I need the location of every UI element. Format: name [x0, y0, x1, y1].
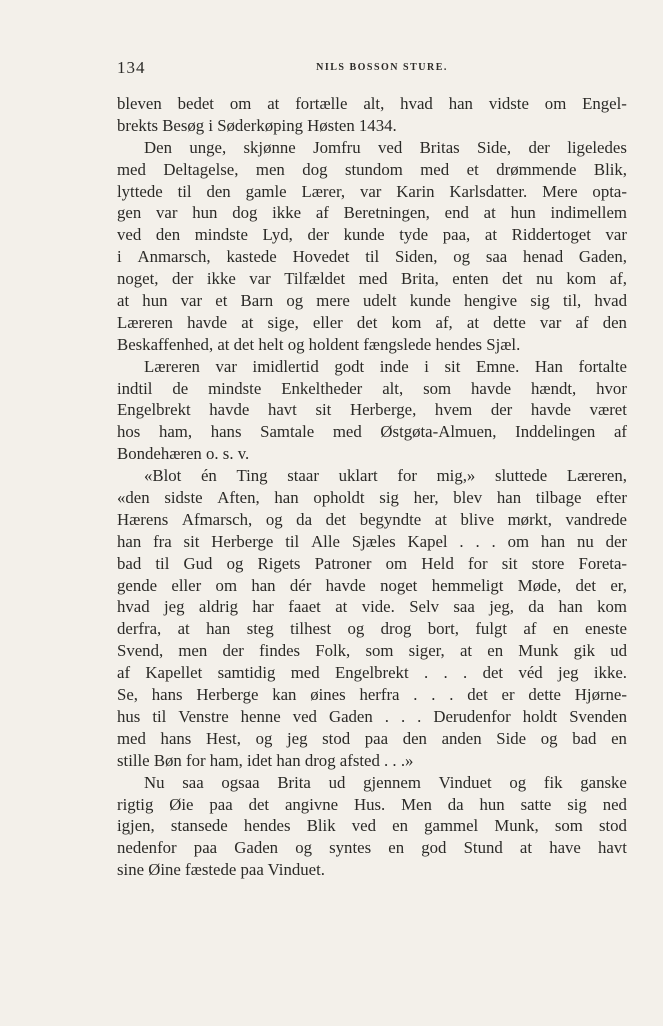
running-title: NILS BOSSON STURE.	[316, 62, 448, 73]
text-line: Læreren havde at sige, eller det kom af, at dette var af den	[117, 312, 627, 332]
text-line: med hans Hest, og jeg stod paa den anden Side og bad en	[117, 728, 627, 748]
body-text	[117, 93, 627, 881]
text-line: bleven bedet om at fortælle alt, hvad han vidste om Engel-	[117, 94, 627, 113]
text-line: i Anmarsch, kastede Hovedet til Siden, og saa henad Gaden,	[117, 247, 627, 267]
text-line: Nu saa ogsaa Brita ud gjennem Vinduet og fik ganske	[144, 772, 627, 792]
text-line: sine Øine fæstede paa Vinduet.	[117, 860, 325, 880]
text-line: «Blot én Ting staar uklart for mig,» sluttede Læreren,	[144, 466, 627, 486]
text-line: Svend, men der findes Folk, som siger, at en Munk gik ud	[117, 641, 627, 661]
page-number: 134	[117, 58, 146, 77]
page-header	[117, 58, 627, 80]
text-line: Bondehæren o. s. v.	[117, 444, 250, 464]
text-line: hvad jeg aldrig har faaet at vide. Selv saa jeg, da han kom	[117, 597, 627, 617]
text-line: brekts Besøg i Søderkøping Høsten 1434.	[117, 115, 397, 135]
text-line: noget, der ikke var Tilfældet med Brita, enten det nu kom af,	[117, 269, 627, 289]
text-line: at hun var et Barn og mere udelt kunde hengive sig til, hvad	[117, 291, 627, 311]
text-line: af Kapellet samtidig med Engelbrekt . . . det véd jeg ikke.	[117, 663, 627, 683]
text-line: indtil de mindste Enkeltheder alt, som havde hændt, hvor	[117, 378, 627, 398]
text-line: derfra, at han steg tilhest og drog bort, fulgt af en eneste	[117, 619, 627, 639]
text-line: med Deltagelse, men dog stundom med et drømmende Blik,	[117, 159, 627, 179]
text-line: «den sidste Aften, han opholdt sig her, blev han tilbage efter	[117, 488, 627, 508]
text-line: hos ham, hans Samtale med Østgøta-Almuen, Inddelingen af	[117, 422, 627, 442]
text-line: bad til Gud og Rigets Patroner om Held for sit store Foreta-	[117, 553, 627, 573]
text-line: lyttede til den gamle Lærer, var Karin Karlsdatter. Mere opta-	[117, 181, 627, 201]
text-line: hus til Venstre henne ved Gaden . . . Derudenfor holdt Svenden	[117, 706, 627, 726]
text-line: Den unge, skjønne Jomfru ved Britas Side, der ligeledes	[144, 137, 627, 157]
text-line: Læreren var imidlertid godt inde i sit Emne. Han fortalte	[144, 356, 627, 376]
text-line: Beskaffenhed, at det helt og holdent fængslede hendes Sjæl.	[117, 334, 521, 354]
text-line: Engelbrekt havde havt sit Herberge, hvem der havde været	[117, 400, 627, 420]
text-line: ved den mindste Lyd, der kunde tyde paa, at Riddertoget var	[117, 225, 627, 245]
text-line: han fra sit Herberge til Alle Sjæles Kapel . . . om han nu der	[117, 531, 627, 551]
text-line: gende eller om han dér havde noget hemmeligt Møde, det er,	[117, 575, 627, 595]
text-line: nedenfor paa Gaden og syntes en god Stund at have havt	[117, 838, 627, 858]
text-line: igjen, stansede hendes Blik ved en gammel Munk, som stod	[117, 816, 627, 836]
text-line: gen var hun dog ikke af Beretningen, end at hun indimellem	[117, 203, 627, 223]
text-line: Se, hans Herberge kan øines herfra . . . det er dette Hjørne-	[117, 685, 627, 705]
text-line: Hærens Afmarsch, og da det begyndte at blive mørkt, vandrede	[117, 509, 627, 529]
text-line: rigtig Øie paa det angivne Hus. Men da hun satte sig ned	[117, 794, 627, 814]
text-line: stille Bøn for ham, idet han drog afsted . . .»	[117, 750, 414, 770]
